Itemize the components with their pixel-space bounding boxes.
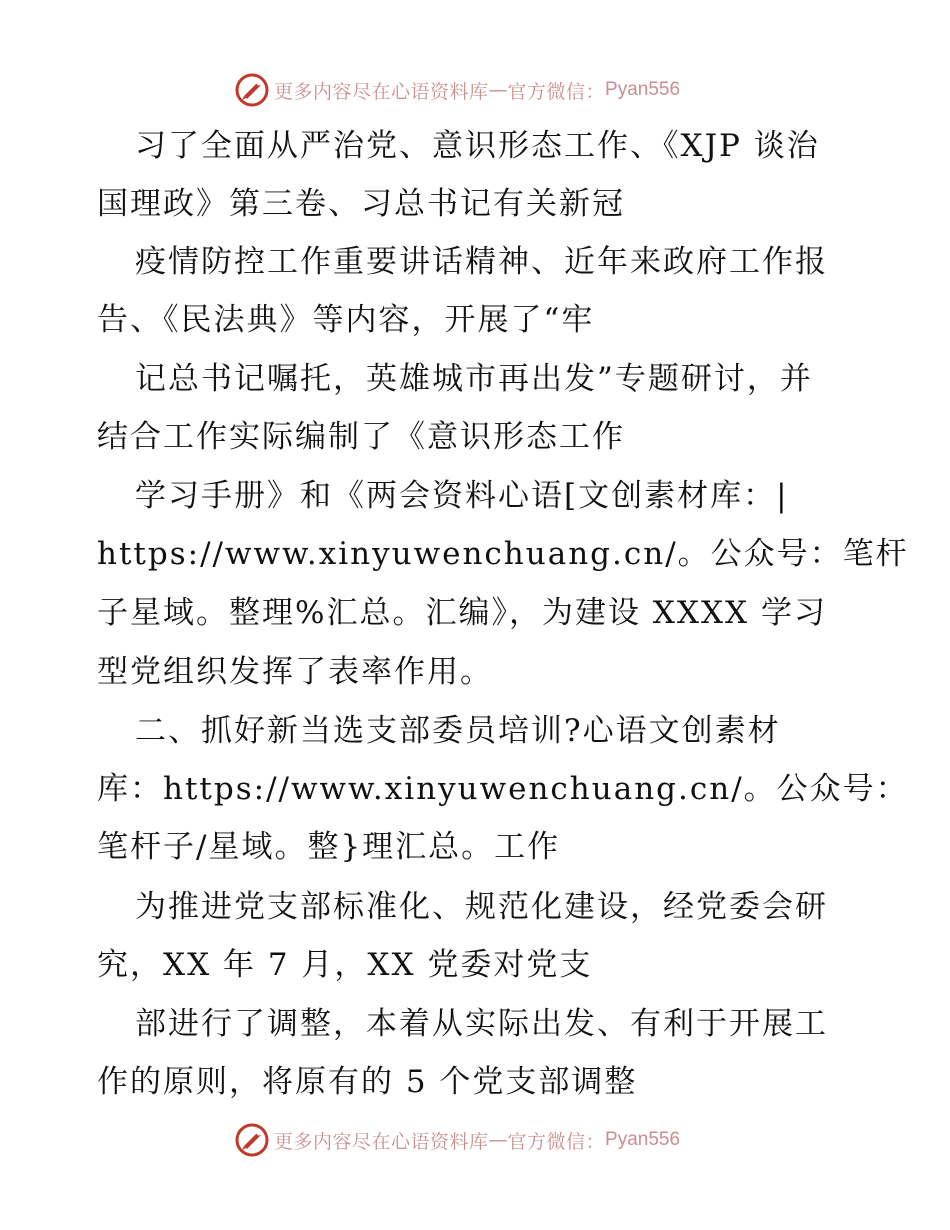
body-line: 学习手册》和《两会资料心语[文创素材库：| [135, 478, 789, 514]
header-watermark [234, 70, 680, 110]
body-line: 结合工作实际编制了《意识形态工作 [97, 419, 625, 455]
body-line: 作的原则，将原有的 5 个党支部调整 [97, 1064, 638, 1100]
watermark-official: 官方微信： [507, 1130, 606, 1153]
body-line: 国理政》第三卷、习总书记有关新冠 [97, 186, 625, 222]
body-line: 部进行了调整，本着从实际出发、有利于开展工 [135, 1006, 828, 1042]
body-line: 二、抓好新当选支部委员培训?心语文创素材 [135, 713, 781, 749]
watermark-separator: — [488, 79, 508, 101]
watermark-separator: — [488, 1129, 508, 1151]
body-line: 告、《民法典》等内容，开展了“牢 [97, 302, 595, 338]
watermark-text: 更多内容尽在心语资料库 [274, 1130, 489, 1153]
body-line: 为推进党支部标准化、规范化建设，经党委会研 [135, 889, 828, 925]
brand-logo-icon [234, 1122, 270, 1158]
watermark-id: Pyan556 [605, 79, 681, 100]
body-line: 笔杆子/星域。整}理汇总。工作 [97, 829, 561, 865]
body-line: 型党组织发挥了表率作用。 [97, 654, 493, 690]
body-line: 子星域。整理%汇总。汇编》，为建设 XXXX 学习 [97, 595, 827, 631]
watermark-official: 官方微信： [507, 80, 606, 103]
body-line: 习了全面从严治党、意识形态工作、《XJP 谈治 [135, 128, 820, 164]
body-line: 库：https://www.xinyuwenchuang.cn/。公众号： [97, 771, 909, 807]
body-line: 究，XX 年 7 月，XX 党委对党支 [97, 947, 593, 983]
body-line: 疫情防控工作重要讲话精神、近年来政府工作报 [135, 244, 828, 280]
body-line: https://www.xinyuwenchuang.cn/。公众号：笔杆 [97, 536, 909, 572]
brand-logo-icon [234, 72, 270, 108]
watermark-text: 更多内容尽在心语资料库 [274, 80, 489, 103]
footer-watermark [234, 1120, 680, 1160]
watermark-id: Pyan556 [605, 1129, 681, 1150]
body-line: 记总书记嘱托，英雄城市再出发”专题研讨，并 [135, 361, 813, 397]
